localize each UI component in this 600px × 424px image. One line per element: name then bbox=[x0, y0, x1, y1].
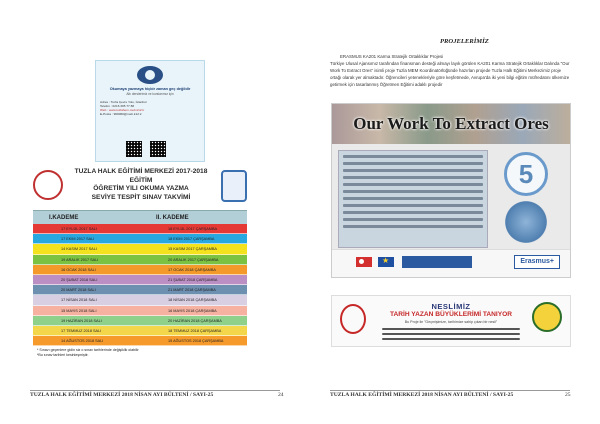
qr-code-icon bbox=[126, 141, 142, 157]
heritage-project-banner bbox=[331, 295, 571, 347]
exam-date-level-1: 20 ŞUBAT 2018 SALI bbox=[61, 277, 98, 282]
flyer-line: E-Posta : 969060@meb.k12.tr bbox=[100, 112, 142, 117]
banner-title: NESLİMİZ bbox=[431, 302, 471, 311]
exam-title-line: TUZLA HALK EĞİTİMİ MERKEZİ 2017-2018 EĞİTİM bbox=[74, 168, 208, 184]
exam-table-body bbox=[33, 224, 247, 346]
exam-date-level-1: 19 ARALIK 2017 SALI bbox=[61, 257, 99, 262]
exam-date-level-2: 16 MAYIS 2018 ÇARŞAMBA bbox=[168, 308, 217, 313]
exam-note-line: *Bu sınav tarihleri kesinleşmiştir. bbox=[37, 353, 89, 358]
erasmus-project-poster bbox=[331, 103, 571, 278]
flyer-line: Adres : Tuzla Çevre Yolu, İstanbul bbox=[100, 99, 147, 104]
page-title: PROJELERİMİZ bbox=[440, 38, 489, 45]
literacy-flyer bbox=[95, 60, 205, 162]
exam-date-level-1: 14 KASIM 2017 SALI bbox=[61, 247, 97, 252]
page-number: 24 bbox=[278, 392, 284, 398]
exam-table-row bbox=[33, 265, 247, 275]
column-header-level-2: II. KADEME bbox=[156, 215, 189, 221]
flyer-line: Telefon : 0216 395 77 88 bbox=[100, 103, 135, 108]
exam-table-header bbox=[33, 210, 247, 224]
banner-text-line bbox=[382, 328, 520, 330]
banner-caption: Bu Proje ile "Geçmişimize, tarihimize sahip çıkan bir nesil" bbox=[404, 320, 498, 324]
page-number: 25 bbox=[565, 392, 571, 398]
exam-date-level-1: 17 EYLÜL 2017 SALI bbox=[61, 227, 97, 231]
exam-table-row bbox=[33, 285, 247, 295]
meb-logo-icon bbox=[137, 66, 163, 84]
globe-icon bbox=[500, 200, 552, 244]
exam-date-level-2: 20 HAZİRAN 2018 ÇARŞAMBA bbox=[168, 318, 222, 323]
hem-emblem-icon bbox=[221, 170, 247, 202]
exam-calendar-title bbox=[65, 168, 217, 202]
footer-text: TUZLA HALK EĞİTİMİ MERKEZİ 2018 NİSAN AYI BÜLTENİ / SAYI-25 bbox=[30, 392, 214, 398]
exam-table-row bbox=[33, 244, 247, 254]
exam-date-level-2: 18 EYLÜL 2017 ÇARŞAMBA bbox=[168, 227, 218, 231]
qr-codes bbox=[126, 141, 166, 157]
exam-table-row bbox=[33, 234, 247, 244]
exam-date-level-2: 18 EKİM 2017 ÇARŞAMBA bbox=[168, 237, 215, 242]
exam-date-level-2: 18 TEMMUZ 2018 ÇARŞAMBA bbox=[168, 328, 222, 333]
meb-emblem-icon bbox=[33, 170, 63, 200]
exam-date-level-2: 15 KASIM 2017 ÇARŞAMBA bbox=[168, 247, 217, 252]
exam-date-level-1: 20 MART 2018 SALI bbox=[61, 288, 96, 293]
exam-note bbox=[33, 348, 247, 358]
flyer-line: Web : www.tuzlahem.meb.k12.tr bbox=[100, 108, 145, 113]
exam-table-row bbox=[33, 275, 247, 285]
exam-date-level-1: 19 HAZİRAN 2018 SALI bbox=[61, 318, 102, 323]
poster-text-block bbox=[338, 150, 488, 248]
municipality-emblem-icon bbox=[532, 302, 562, 332]
footer-rule bbox=[330, 390, 570, 391]
exam-date-level-2: 20 ARALIK 2017 ÇARŞAMBA bbox=[168, 257, 219, 262]
flyer-subtitle: Altı derslerimiz ve kurslarımız için bbox=[126, 92, 174, 96]
flyer-contact bbox=[100, 100, 200, 117]
banner-text-line bbox=[382, 338, 520, 340]
project-paragraph: Türkiye Ulusal Ajansımız tarafından finansman desteği almayı layık görülen KA201 Karma Stratejik Ortaklıklar Dalında "Our Work To Extract Ores" isimli proje Tuzla MEM Koordinatörlüğünde hazırlan projede Tuzla Halk Eğitimi Merkezimiz proje ortağı olarak yer almaktadır. Öğrencileri yetenekleriyle göre keşfetmede, Avrupa'da iki yeni bilgi eğitim müfredatını ülkemize getirmek için tasarlanmış Öğretmen Eğitimi adaklı projedir bbox=[330, 60, 570, 87]
column-header-level-1: I.KADEME bbox=[49, 215, 79, 221]
exam-date-level-2: 21 MART 2018 ÇARŞAMBA bbox=[168, 288, 216, 293]
footer-rule bbox=[30, 390, 280, 391]
turkey-flag-icon bbox=[356, 257, 372, 267]
poster-footer bbox=[332, 249, 570, 277]
exam-table-row bbox=[33, 316, 247, 326]
exam-table-row bbox=[33, 224, 247, 234]
exam-table-row bbox=[33, 326, 247, 336]
banner-subtitle: TARİH YAZAN BÜYÜKLERİMİ TANIYOR bbox=[389, 311, 513, 318]
exam-date-level-2: 17 OCAK 2018 ÇARŞAMBA bbox=[168, 267, 216, 272]
footer-text: TUZLA HALK EĞİTİMİ MERKEZİ 2018 NİSAN AYI BÜLTENİ / SAYI-25 bbox=[330, 392, 514, 398]
exam-date-level-1: 17 TEMMUZ 2018 SALI bbox=[61, 328, 102, 333]
exam-table-row bbox=[33, 336, 247, 346]
project-paragraph: ERASMUS KA201 Karma Stratejik Ortaklıklar Projesi bbox=[340, 54, 444, 59]
exam-date-level-2: 15 AĞUSTOS 2018 ÇARŞAMBA bbox=[168, 339, 224, 344]
right-page bbox=[300, 0, 600, 424]
banner-text-line bbox=[382, 333, 520, 335]
exam-calendar bbox=[33, 168, 247, 386]
exam-date-level-1: 17 NİSAN 2018 SALI bbox=[61, 298, 97, 303]
exam-date-level-2: 18 NİSAN 2018 ÇARŞAMBA bbox=[168, 298, 217, 303]
erasmus-logo: Erasmus+ bbox=[514, 255, 560, 269]
project-description bbox=[330, 54, 570, 89]
exam-table-row bbox=[33, 306, 247, 316]
exam-title-line: ÖĞRETİM YILI OKUMA YAZMA bbox=[93, 185, 189, 193]
exam-date-level-1: 17 EKİM 2017 SALI bbox=[61, 237, 95, 242]
qr-code-icon bbox=[150, 141, 166, 157]
exam-date-level-1: 15 MAYIS 2018 SALI bbox=[61, 308, 97, 313]
flyer-title: Okumaya yazmaya hiçbir zaman geç değildir bbox=[109, 87, 191, 91]
exam-date-level-1: 16 OCAK 2018 SALI bbox=[61, 267, 96, 272]
exam-title-line: SEVİYE TESPİT SINAV TAKVİMİ bbox=[91, 193, 191, 201]
exam-table-row bbox=[33, 295, 247, 305]
national-agency-logo-icon bbox=[402, 256, 472, 268]
poster-headline: Our Work To Extract Ores bbox=[353, 114, 549, 133]
exam-table-row bbox=[33, 255, 247, 265]
exam-note-line: * Sınavı geçenlere gidin siz o sınav tarihlerinde değişiklik olabilir bbox=[37, 348, 139, 353]
exam-date-level-1: 14 AĞUSTOS 2018 SALI bbox=[61, 339, 104, 344]
exam-date-level-2: 21 ŞUBAT 2018 ÇARŞAMBA bbox=[168, 277, 218, 282]
exam-calendar-header bbox=[33, 168, 247, 210]
eu-flag-icon bbox=[378, 257, 394, 267]
poster-number-badge: 5 bbox=[504, 152, 548, 196]
